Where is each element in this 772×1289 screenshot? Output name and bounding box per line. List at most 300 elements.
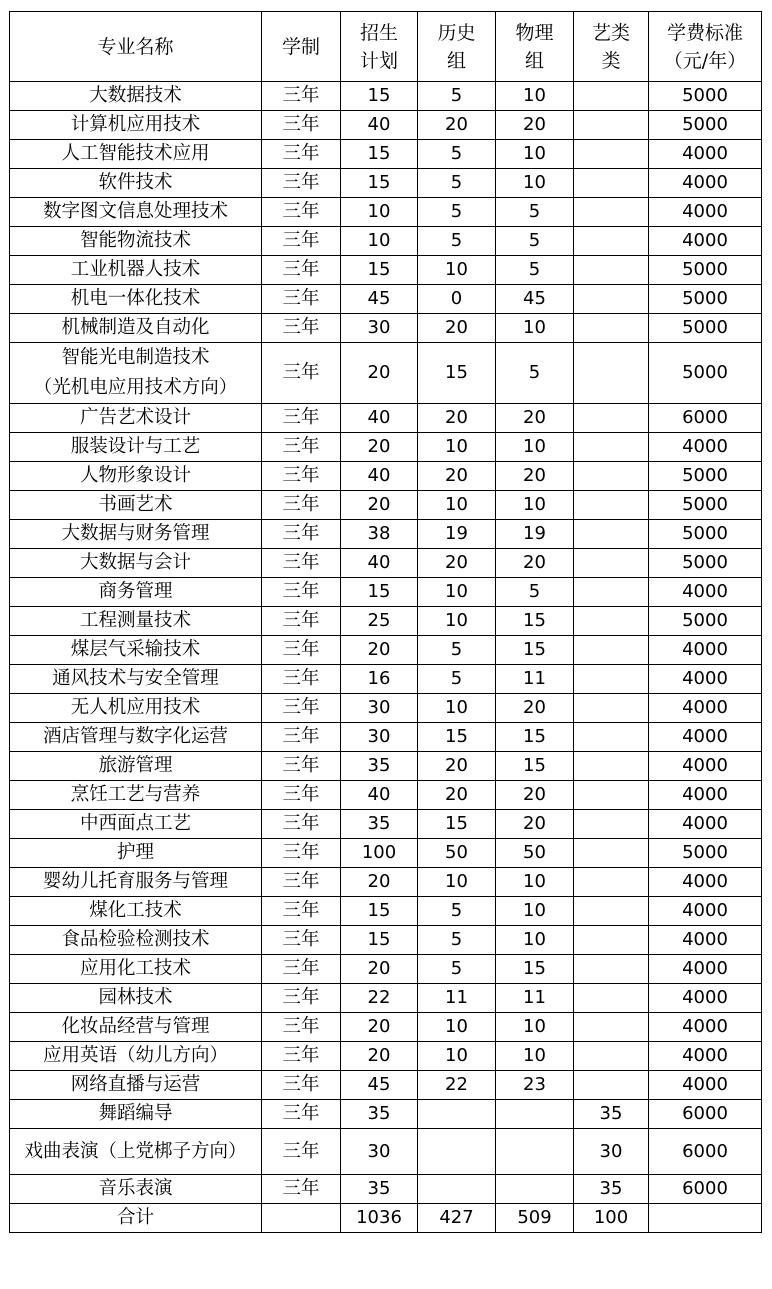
cell-physics: 20 xyxy=(496,111,574,140)
table-row xyxy=(10,607,762,636)
cell-art xyxy=(574,1042,649,1071)
cell-plan: 40 xyxy=(341,781,418,810)
cell-major: 计算机应用技术 xyxy=(10,111,262,140)
cell-duration: 三年 xyxy=(262,868,341,897)
cell-physics xyxy=(496,1175,574,1204)
cell-physics: 15 xyxy=(496,723,574,752)
cell-physics: 10 xyxy=(496,314,574,343)
cell-art xyxy=(574,343,649,404)
header-line: 招生 xyxy=(359,21,398,44)
cell-history xyxy=(418,1129,496,1175)
table-row xyxy=(10,578,762,607)
cell-history: 0 xyxy=(418,285,496,314)
cell-history: 11 xyxy=(418,984,496,1013)
cell-major: 应用化工技术 xyxy=(10,955,262,984)
cell-history: 20 xyxy=(418,462,496,491)
cell-physics: 5 xyxy=(496,227,574,256)
cell-major: 人工智能技术应用 xyxy=(10,140,262,169)
table-row xyxy=(10,1175,762,1204)
cell-fee: 4000 xyxy=(649,578,762,607)
cell-history: 20 xyxy=(418,752,496,781)
table-row xyxy=(10,1042,762,1071)
cell-fee: 4000 xyxy=(649,752,762,781)
header-physics-group xyxy=(496,12,574,82)
header-line: （元/年） xyxy=(663,49,747,72)
cell-plan: 20 xyxy=(341,433,418,462)
cell-fee: 4000 xyxy=(649,140,762,169)
cell-art xyxy=(574,868,649,897)
cell-fee: 4000 xyxy=(649,227,762,256)
cell-major: 旅游管理 xyxy=(10,752,262,781)
table-row xyxy=(10,636,762,665)
cell-duration: 三年 xyxy=(262,433,341,462)
cell-major-line: （光机电应用技术方向） xyxy=(33,377,238,398)
cell-plan: 30 xyxy=(341,1129,418,1175)
cell-plan: 10 xyxy=(341,227,418,256)
cell-art: 35 xyxy=(574,1175,649,1204)
table-row xyxy=(10,752,762,781)
cell-fee: 4000 xyxy=(649,810,762,839)
cell-history: 10 xyxy=(418,578,496,607)
cell-major: 机电一体化技术 xyxy=(10,285,262,314)
cell-fee: 4000 xyxy=(649,1071,762,1100)
cell-history: 10 xyxy=(418,1042,496,1071)
cell-major: 服装设计与工艺 xyxy=(10,433,262,462)
cell-art xyxy=(574,549,649,578)
cell-plan: 30 xyxy=(341,314,418,343)
cell-plan: 20 xyxy=(341,1042,418,1071)
cell-fee: 5000 xyxy=(649,549,762,578)
cell-plan: 15 xyxy=(341,169,418,198)
cell-duration: 三年 xyxy=(262,955,341,984)
cell-history-total: 427 xyxy=(418,1204,496,1233)
cell-duration: 三年 xyxy=(262,810,341,839)
cell-plan: 35 xyxy=(341,810,418,839)
cell-major: 婴幼儿托育服务与管理 xyxy=(10,868,262,897)
cell-major: 煤层气采输技术 xyxy=(10,636,262,665)
cell-physics: 10 xyxy=(496,82,574,111)
cell-history: 5 xyxy=(418,897,496,926)
cell-physics: 50 xyxy=(496,839,574,868)
cell-art xyxy=(574,1013,649,1042)
table-body xyxy=(10,82,762,1233)
cell-art xyxy=(574,520,649,549)
cell-major: 音乐表演 xyxy=(10,1175,262,1204)
cell-duration: 三年 xyxy=(262,665,341,694)
cell-major: 戏曲表演（上党梆子方向） xyxy=(10,1129,262,1175)
cell-art: 30 xyxy=(574,1129,649,1175)
cell-physics: 20 xyxy=(496,462,574,491)
cell-art xyxy=(574,169,649,198)
table-row xyxy=(10,1129,762,1175)
cell-art xyxy=(574,839,649,868)
cell-fee: 4000 xyxy=(649,868,762,897)
cell-fee: 5000 xyxy=(649,111,762,140)
cell-physics: 15 xyxy=(496,636,574,665)
cell-major: 酒店管理与数字化运营 xyxy=(10,723,262,752)
cell-fee: 5000 xyxy=(649,839,762,868)
table-row xyxy=(10,169,762,198)
table-row xyxy=(10,955,762,984)
cell-duration: 三年 xyxy=(262,111,341,140)
cell-major: 无人机应用技术 xyxy=(10,694,262,723)
cell-history: 5 xyxy=(418,198,496,227)
cell-plan: 40 xyxy=(341,462,418,491)
cell-duration: 三年 xyxy=(262,462,341,491)
cell-history: 5 xyxy=(418,636,496,665)
cell-duration: 三年 xyxy=(262,314,341,343)
cell-art: 35 xyxy=(574,1100,649,1129)
cell-history: 15 xyxy=(418,810,496,839)
cell-major: 通风技术与安全管理 xyxy=(10,665,262,694)
cell-physics: 15 xyxy=(496,607,574,636)
cell-duration: 三年 xyxy=(262,491,341,520)
cell-history: 50 xyxy=(418,839,496,868)
cell-physics: 5 xyxy=(496,256,574,285)
cell-fee: 4000 xyxy=(649,926,762,955)
cell-history: 20 xyxy=(418,111,496,140)
table-row xyxy=(10,140,762,169)
table-row xyxy=(10,198,762,227)
cell-duration: 三年 xyxy=(262,984,341,1013)
cell-history: 5 xyxy=(418,926,496,955)
cell-major: 工业机器人技术 xyxy=(10,256,262,285)
cell-physics: 11 xyxy=(496,984,574,1013)
cell-major: 煤化工技术 xyxy=(10,897,262,926)
table-row xyxy=(10,314,762,343)
total-row xyxy=(10,1204,762,1233)
cell-plan: 40 xyxy=(341,404,418,433)
cell-fee: 4000 xyxy=(649,169,762,198)
cell-physics: 19 xyxy=(496,520,574,549)
cell-art xyxy=(574,256,649,285)
cell-art xyxy=(574,578,649,607)
table-row xyxy=(10,694,762,723)
cell-history: 10 xyxy=(418,433,496,462)
cell-duration: 三年 xyxy=(262,694,341,723)
cell-physics: 15 xyxy=(496,752,574,781)
cell-plan: 20 xyxy=(341,636,418,665)
cell-physics: 10 xyxy=(496,1013,574,1042)
cell-major: 食品检验检测技术 xyxy=(10,926,262,955)
cell-plan: 30 xyxy=(341,694,418,723)
table-row xyxy=(10,926,762,955)
cell-fee xyxy=(649,1204,762,1233)
cell-duration: 三年 xyxy=(262,636,341,665)
cell-duration: 三年 xyxy=(262,404,341,433)
header-art-category xyxy=(574,12,649,82)
table-row xyxy=(10,491,762,520)
cell-major: 人物形象设计 xyxy=(10,462,262,491)
cell-plan: 20 xyxy=(341,1013,418,1042)
cell-physics: 15 xyxy=(496,955,574,984)
cell-duration: 三年 xyxy=(262,1129,341,1175)
cell-major xyxy=(10,343,262,404)
table-row xyxy=(10,723,762,752)
header-major-name: 专业名称 xyxy=(10,12,262,82)
cell-duration: 三年 xyxy=(262,285,341,314)
table-row xyxy=(10,868,762,897)
cell-major: 化妆品经营与管理 xyxy=(10,1013,262,1042)
cell-history: 5 xyxy=(418,82,496,111)
cell-duration: 三年 xyxy=(262,839,341,868)
cell-art xyxy=(574,723,649,752)
cell-plan: 35 xyxy=(341,1100,418,1129)
cell-history: 10 xyxy=(418,868,496,897)
header-line: 类 xyxy=(601,49,621,72)
cell-art xyxy=(574,752,649,781)
cell-art xyxy=(574,1071,649,1100)
cell-history: 10 xyxy=(418,491,496,520)
cell-physics: 23 xyxy=(496,1071,574,1100)
table-header-row xyxy=(10,12,762,82)
table-row xyxy=(10,285,762,314)
cell-duration: 三年 xyxy=(262,752,341,781)
cell-duration: 三年 xyxy=(262,169,341,198)
cell-history: 19 xyxy=(418,520,496,549)
cell-physics xyxy=(496,1129,574,1175)
cell-art-total: 100 xyxy=(574,1204,649,1233)
cell-history: 20 xyxy=(418,549,496,578)
cell-history: 5 xyxy=(418,665,496,694)
cell-physics: 45 xyxy=(496,285,574,314)
cell-fee: 5000 xyxy=(649,462,762,491)
cell-history: 5 xyxy=(418,140,496,169)
cell-plan: 20 xyxy=(341,491,418,520)
cell-art xyxy=(574,781,649,810)
cell-art xyxy=(574,314,649,343)
cell-physics: 10 xyxy=(496,897,574,926)
cell-plan: 38 xyxy=(341,520,418,549)
header-tuition xyxy=(649,12,762,82)
cell-plan: 22 xyxy=(341,984,418,1013)
cell-physics: 5 xyxy=(496,343,574,404)
cell-fee: 4000 xyxy=(649,1042,762,1071)
cell-history: 5 xyxy=(418,227,496,256)
cell-total-label: 合计 xyxy=(10,1204,262,1233)
table-row xyxy=(10,665,762,694)
cell-plan: 10 xyxy=(341,198,418,227)
cell-fee: 4000 xyxy=(649,897,762,926)
cell-fee: 5000 xyxy=(649,285,762,314)
cell-physics xyxy=(496,1100,574,1129)
table-row xyxy=(10,984,762,1013)
cell-fee: 4000 xyxy=(649,1013,762,1042)
header-line: 组 xyxy=(446,49,466,72)
header-enrollment-plan xyxy=(341,12,418,82)
cell-physics: 20 xyxy=(496,694,574,723)
header-line: 组 xyxy=(524,49,544,72)
cell-plan: 16 xyxy=(341,665,418,694)
table-row xyxy=(10,897,762,926)
cell-duration: 三年 xyxy=(262,82,341,111)
cell-physics: 20 xyxy=(496,781,574,810)
cell-fee: 4000 xyxy=(649,984,762,1013)
cell-plan: 15 xyxy=(341,256,418,285)
table-row xyxy=(10,256,762,285)
header-line: 学费标准 xyxy=(666,21,743,44)
cell-plan: 45 xyxy=(341,285,418,314)
cell-duration: 三年 xyxy=(262,578,341,607)
cell-plan: 15 xyxy=(341,578,418,607)
table-row xyxy=(10,839,762,868)
cell-history: 20 xyxy=(418,314,496,343)
cell-history: 15 xyxy=(418,723,496,752)
cell-major: 舞蹈编导 xyxy=(10,1100,262,1129)
cell-art xyxy=(574,694,649,723)
cell-art xyxy=(574,810,649,839)
cell-plan: 20 xyxy=(341,955,418,984)
cell-physics-total: 509 xyxy=(496,1204,574,1233)
cell-fee: 4000 xyxy=(649,694,762,723)
cell-fee: 4000 xyxy=(649,636,762,665)
cell-plan: 40 xyxy=(341,111,418,140)
cell-fee: 4000 xyxy=(649,723,762,752)
table-row xyxy=(10,433,762,462)
cell-duration: 三年 xyxy=(262,1071,341,1100)
table-row xyxy=(10,343,762,404)
cell-physics: 20 xyxy=(496,810,574,839)
table-row xyxy=(10,520,762,549)
cell-duration: 三年 xyxy=(262,549,341,578)
table-row xyxy=(10,1100,762,1129)
cell-art xyxy=(574,607,649,636)
cell-history: 10 xyxy=(418,607,496,636)
cell-fee: 6000 xyxy=(649,1175,762,1204)
cell-history: 20 xyxy=(418,404,496,433)
cell-physics: 10 xyxy=(496,433,574,462)
cell-physics: 20 xyxy=(496,404,574,433)
cell-major: 广告艺术设计 xyxy=(10,404,262,433)
cell-art xyxy=(574,926,649,955)
cell-major: 工程测量技术 xyxy=(10,607,262,636)
cell-art xyxy=(574,984,649,1013)
cell-art xyxy=(574,897,649,926)
cell-history: 22 xyxy=(418,1071,496,1100)
cell-duration: 三年 xyxy=(262,1175,341,1204)
cell-major: 烹饪工艺与营养 xyxy=(10,781,262,810)
cell-plan: 40 xyxy=(341,549,418,578)
cell-art xyxy=(574,285,649,314)
cell-major: 园林技术 xyxy=(10,984,262,1013)
cell-major-line: 智能光电制造技术 xyxy=(61,347,210,368)
cell-fee: 5000 xyxy=(649,520,762,549)
cell-history: 5 xyxy=(418,169,496,198)
cell-fee: 6000 xyxy=(649,1129,762,1175)
cell-fee: 5000 xyxy=(649,82,762,111)
cell-history xyxy=(418,1100,496,1129)
header-duration: 学制 xyxy=(262,12,341,82)
cell-major: 大数据与会计 xyxy=(10,549,262,578)
table-row xyxy=(10,810,762,839)
cell-art xyxy=(574,491,649,520)
cell-plan: 35 xyxy=(341,752,418,781)
table-row xyxy=(10,462,762,491)
table-row xyxy=(10,549,762,578)
cell-major: 网络直播与运营 xyxy=(10,1071,262,1100)
enrollment-table xyxy=(9,11,762,1233)
cell-fee: 5000 xyxy=(649,343,762,404)
cell-physics: 10 xyxy=(496,140,574,169)
cell-major: 中西面点工艺 xyxy=(10,810,262,839)
cell-major: 商务管理 xyxy=(10,578,262,607)
cell-physics: 5 xyxy=(496,198,574,227)
cell-fee: 6000 xyxy=(649,1100,762,1129)
cell-major: 护理 xyxy=(10,839,262,868)
cell-history: 10 xyxy=(418,256,496,285)
cell-art xyxy=(574,955,649,984)
cell-art xyxy=(574,636,649,665)
cell-fee: 4000 xyxy=(649,781,762,810)
cell-plan-total: 1036 xyxy=(341,1204,418,1233)
cell-physics: 10 xyxy=(496,169,574,198)
cell-fee: 4000 xyxy=(649,198,762,227)
cell-plan: 25 xyxy=(341,607,418,636)
cell-physics: 10 xyxy=(496,491,574,520)
cell-fee: 5000 xyxy=(649,607,762,636)
table-row xyxy=(10,111,762,140)
cell-major: 应用英语（幼儿方向） xyxy=(10,1042,262,1071)
cell-physics: 20 xyxy=(496,549,574,578)
cell-duration: 三年 xyxy=(262,256,341,285)
cell-duration: 三年 xyxy=(262,926,341,955)
cell-physics: 10 xyxy=(496,1042,574,1071)
cell-duration: 三年 xyxy=(262,520,341,549)
cell-art xyxy=(574,140,649,169)
cell-duration xyxy=(262,1204,341,1233)
cell-fee: 6000 xyxy=(649,404,762,433)
table-row xyxy=(10,82,762,111)
cell-fee: 4000 xyxy=(649,665,762,694)
header-line: 历史 xyxy=(437,21,476,44)
cell-art xyxy=(574,462,649,491)
cell-plan: 15 xyxy=(341,926,418,955)
cell-duration: 三年 xyxy=(262,1013,341,1042)
cell-history: 15 xyxy=(418,343,496,404)
cell-art xyxy=(574,404,649,433)
cell-duration: 三年 xyxy=(262,343,341,404)
cell-physics: 11 xyxy=(496,665,574,694)
cell-art xyxy=(574,111,649,140)
cell-plan: 15 xyxy=(341,897,418,926)
cell-plan: 100 xyxy=(341,839,418,868)
cell-plan: 20 xyxy=(341,343,418,404)
cell-major: 数字图文信息处理技术 xyxy=(10,198,262,227)
cell-fee: 5000 xyxy=(649,491,762,520)
cell-history: 5 xyxy=(418,955,496,984)
cell-physics: 10 xyxy=(496,926,574,955)
cell-fee: 4000 xyxy=(649,433,762,462)
cell-major: 机械制造及自动化 xyxy=(10,314,262,343)
cell-history: 20 xyxy=(418,781,496,810)
cell-plan: 30 xyxy=(341,723,418,752)
cell-major: 书画艺术 xyxy=(10,491,262,520)
table-row xyxy=(10,1071,762,1100)
cell-art xyxy=(574,433,649,462)
cell-fee: 5000 xyxy=(649,314,762,343)
cell-major: 软件技术 xyxy=(10,169,262,198)
cell-art xyxy=(574,82,649,111)
cell-duration: 三年 xyxy=(262,1100,341,1129)
cell-duration: 三年 xyxy=(262,897,341,926)
cell-physics: 5 xyxy=(496,578,574,607)
cell-plan: 20 xyxy=(341,868,418,897)
header-line: 计划 xyxy=(359,49,398,72)
header-line: 物理 xyxy=(515,21,554,44)
header-line: 艺类 xyxy=(591,21,630,44)
cell-duration: 三年 xyxy=(262,227,341,256)
cell-major: 智能物流技术 xyxy=(10,227,262,256)
